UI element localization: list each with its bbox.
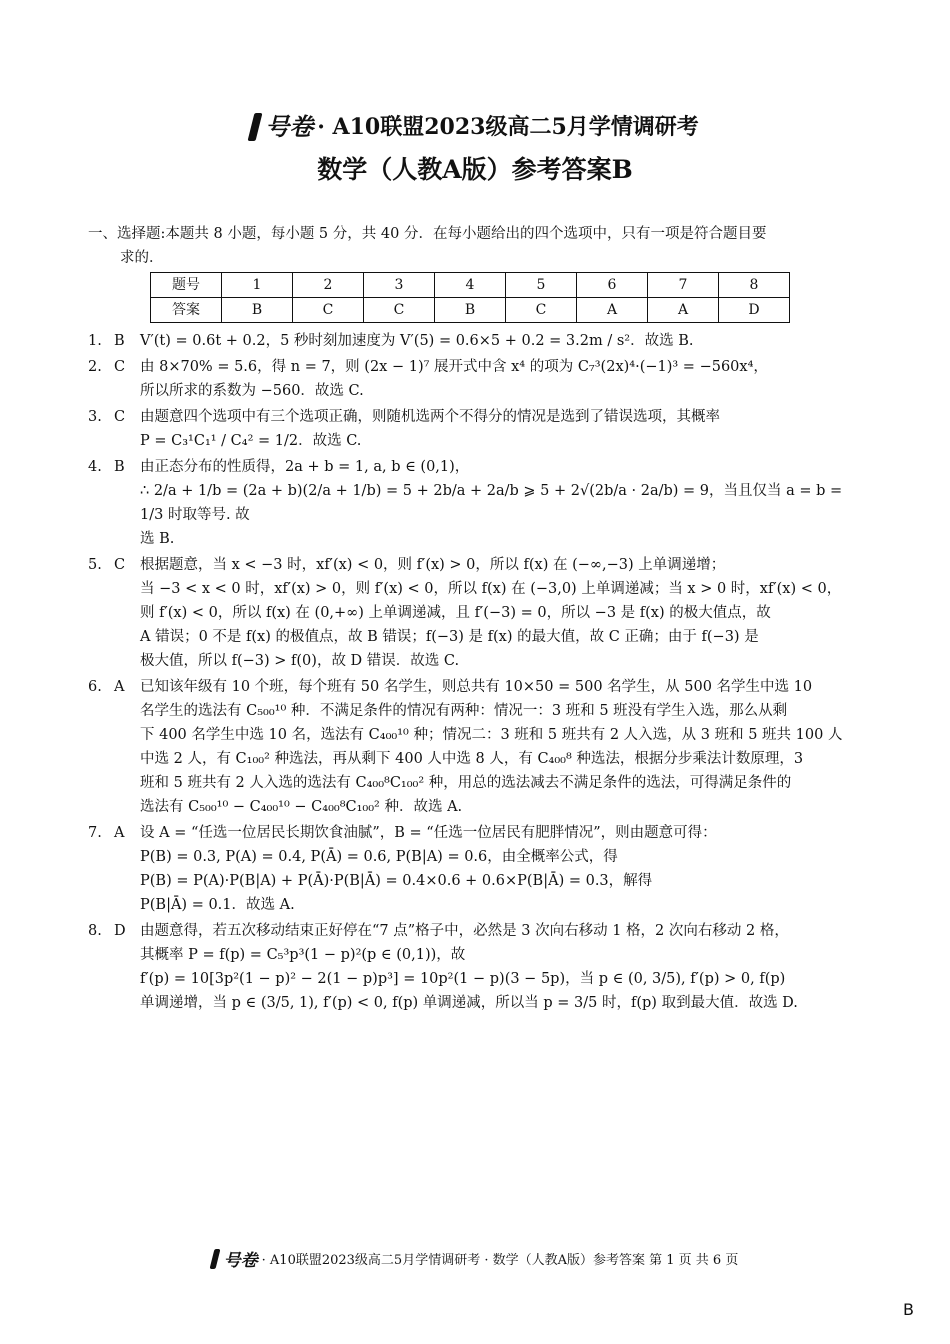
solution-line: P = C₃¹C₁¹ / C₄² = 1/2．故选 C. <box>140 433 362 449</box>
footer-logo-text: 号卷 <box>223 1251 258 1271</box>
answer-table <box>150 272 790 323</box>
table-cell: C <box>364 298 435 323</box>
section-heading <box>88 222 863 270</box>
solution-answer: B <box>114 459 125 475</box>
table-cell: D <box>719 298 790 323</box>
table-cell: A <box>577 298 648 323</box>
solution-list <box>88 329 863 1015</box>
section-heading-text: 一、选择题:本题共 8 小题，每小题 5 分，共 40 分．在每小题给出的四个选项中，只有一项是符合题目要 <box>88 226 767 242</box>
table-cell: C <box>506 298 577 323</box>
table-cell: 3 <box>364 273 435 298</box>
solution-line: P(B) = 0.3, P(A) = 0.4, P(Ā) = 0.6, P(B|A) = 0.6，由全概率公式，得 <box>140 849 618 865</box>
corner-mark: B <box>903 1300 914 1319</box>
table-row-numbers <box>151 273 790 298</box>
solution-line: 中选 2 人，有 C₁₀₀² 种选法，再从剩下 400 人中选 8 人，有 C₄₀₀⁸ 种选法，根据分步乘法计数原理，3 <box>140 751 804 767</box>
solution-line: 由题意得，若五次移动结束正好停在“7 点”格子中，必然是 3 次向右移动 1 格，2 次向右移动 2 格， <box>140 923 789 939</box>
table-cell: C <box>293 298 364 323</box>
solution-line: 根据题意，当 x < −3 时，xf′(x) < 0，则 f′(x) > 0，所以 f(x) 在 (−∞,−3) 上单调递增； <box>140 557 726 573</box>
section-heading-cont: 求的． <box>120 250 164 266</box>
solution-line: 当 −3 < x < 0 时，xf′(x) > 0，则 f′(x) < 0，所以 f(x) 在 (−3,0) 上单调递减；当 x > 0 时，xf′(x) < 0， <box>140 581 842 597</box>
footer-logo <box>212 1246 258 1271</box>
solution-answer: C <box>114 359 126 375</box>
solution-item <box>88 455 863 551</box>
solution-line: 已知该年级有 10 个班，每个班有 50 名学生，则总共有 10×50 = 500 名学生，从 500 名学生中选 10 <box>140 679 813 695</box>
answer-content <box>88 222 863 1015</box>
solution-line: 名学生的选法有 C₅₀₀¹⁰ 种．不满足条件的情况有两种：情况一：3 班和 5 班没有学生入选，那么从剩 <box>140 703 788 719</box>
solution-answer: C <box>114 557 126 573</box>
table-cell: 5 <box>506 273 577 298</box>
solution-item <box>88 355 863 403</box>
table-cell: 2 <box>293 273 364 298</box>
solution-item <box>88 405 863 453</box>
page-header <box>0 112 950 188</box>
solution-line: 由 8×70% = 5.6，得 n = 7，则 (2x − 1)⁷ 展开式中含 x⁴ 的项为 C₇³(2x)⁴·(−1)³ = −560x⁴， <box>140 359 768 375</box>
solution-line: f′(p) = 10[3p²(1 − p)² − 2(1 − p)p³] = 10p²(1 − p)(3 − 5p)，当 p ∈ (0, 3/5), f′(p) > 0, f(p) <box>140 971 786 987</box>
solution-number: 7. <box>88 825 102 841</box>
table-cell: A <box>648 298 719 323</box>
table-cell: 8 <box>719 273 790 298</box>
footer-text: · A10联盟2023级高二5月学情调研考 · 数学（人教A版）参考答案 第 1 页 共 6 页 <box>261 1253 739 1268</box>
solution-item <box>88 821 863 917</box>
solution-body <box>140 329 863 353</box>
table-header-cell: 题号 <box>151 273 222 298</box>
logo-text: 号卷 <box>265 112 314 141</box>
solution-line: P(B) = P(A)·P(B|A) + P(Ā)·P(B|Ā) = 0.4×0.6 + 0.6×P(B|Ā) = 0.3，解得 <box>140 873 653 889</box>
logo-mark-icon <box>209 1249 220 1269</box>
solution-number: 5. <box>88 557 102 573</box>
table-cell: 6 <box>577 273 648 298</box>
solution-line: P(B|Ā) = 0.1．故选 A. <box>140 897 295 913</box>
solution-number: 1. <box>88 333 102 349</box>
subject-title: 数学（人教A版）参考答案B <box>317 155 633 184</box>
solution-line: 单调递增，当 p ∈ (3/5, 1), f′(p) < 0, f(p) 单调递减，所以当 p = 3/5 时，f(p) 取到最大值．故选 D. <box>140 995 798 1011</box>
table-cell: B <box>222 298 293 323</box>
table-header-cell: 答案 <box>151 298 222 323</box>
table-cell: B <box>435 298 506 323</box>
solution-number: 8. <box>88 923 102 939</box>
solution-line: 选 B. <box>140 531 175 547</box>
solution-line: 极大值，所以 f(−3) > f(0)，故 D 错误．故选 C. <box>140 653 460 669</box>
title-line1: · A10联盟2023级高二5月学情调研考 <box>317 114 699 140</box>
solution-body <box>140 821 863 917</box>
solution-body <box>140 553 863 673</box>
solution-number: 6. <box>88 679 102 695</box>
solution-item <box>88 553 863 673</box>
solution-line: V′(t) = 0.6t + 0.2，5 秒时刻加速度为 V′(5) = 0.6×5 + 0.2 = 3.2m / s²．故选 B. <box>140 333 694 349</box>
brand-logo <box>251 112 313 142</box>
table-cell: 7 <box>648 273 719 298</box>
solution-body <box>140 355 863 403</box>
solution-line: 则 f′(x) < 0，所以 f(x) 在 (0,+∞) 上单调递减，且 f′(−3) = 0，所以 −3 是 f(x) 的极大值点，故 <box>140 605 771 621</box>
solution-line: 选法有 C₅₀₀¹⁰ − C₄₀₀¹⁰ − C₄₀₀⁸C₁₀₀² 种．故选 A. <box>140 799 463 815</box>
solution-line: ∴ 2/a + 1/b = (2a + b)(2/a + 1/b) = 5 + 2b/a + 2a/b ⩾ 5 + 2√(2b/a · 2a/b) = 9，当且仅当 a = b = 1/3 时取等号. 故 <box>140 483 843 523</box>
solution-number: 3. <box>88 409 102 425</box>
exam-title <box>0 112 950 142</box>
solution-answer: A <box>114 679 125 695</box>
logo-mark-icon <box>248 113 263 141</box>
solution-answer: D <box>114 923 126 939</box>
solution-line: 所以所求的系数为 −560．故选 C. <box>140 383 364 399</box>
solution-body <box>140 919 863 1015</box>
solution-line: 下 400 名学生中选 10 名，选法有 C₄₀₀¹⁰ 种；情况二：3 班和 5 班共有 2 人入选，从 3 班和 5 班共 100 人 <box>140 727 843 743</box>
solution-line: 由题意四个选项中有三个选项正确，则随机选两个不得分的情况是选到了错误选项，其概率 <box>140 409 720 425</box>
page-footer <box>0 1246 950 1271</box>
solution-answer: C <box>114 409 126 425</box>
solution-item <box>88 919 863 1015</box>
solution-number: 2. <box>88 359 102 375</box>
solution-line: 其概率 P = f(p) = C₅³p³(1 − p)²(p ∈ (0,1))，故 <box>140 947 466 963</box>
solution-body <box>140 405 863 453</box>
table-cell: 4 <box>435 273 506 298</box>
solution-line: A 错误；0 不是 f(x) 的极值点，故 B 错误；f(−3) 是 f(x) 的最大值，故 C 正确；由于 f(−3) 是 <box>140 629 759 645</box>
solution-number: 4. <box>88 459 102 475</box>
table-row-answers <box>151 298 790 323</box>
table-cell: 1 <box>222 273 293 298</box>
solution-item <box>88 675 863 819</box>
solution-body <box>140 675 863 819</box>
solution-line: 设 A = “任选一位居民长期饮食油腻”，B = “任选一位居民有肥胖情况”，则由题意可得： <box>140 825 717 841</box>
solution-line: 班和 5 班共有 2 人入选的选法有 C₄₀₀⁸C₁₀₀² 种，用总的选法减去不满足条件的选法，可得满足条件的 <box>140 775 792 791</box>
solution-answer: B <box>114 333 125 349</box>
solution-answer: A <box>114 825 125 841</box>
solution-body <box>140 455 863 551</box>
solution-item <box>88 329 863 353</box>
solution-line: 由正态分布的性质得，2a + b = 1, a, b ∈ (0,1)， <box>140 459 470 475</box>
